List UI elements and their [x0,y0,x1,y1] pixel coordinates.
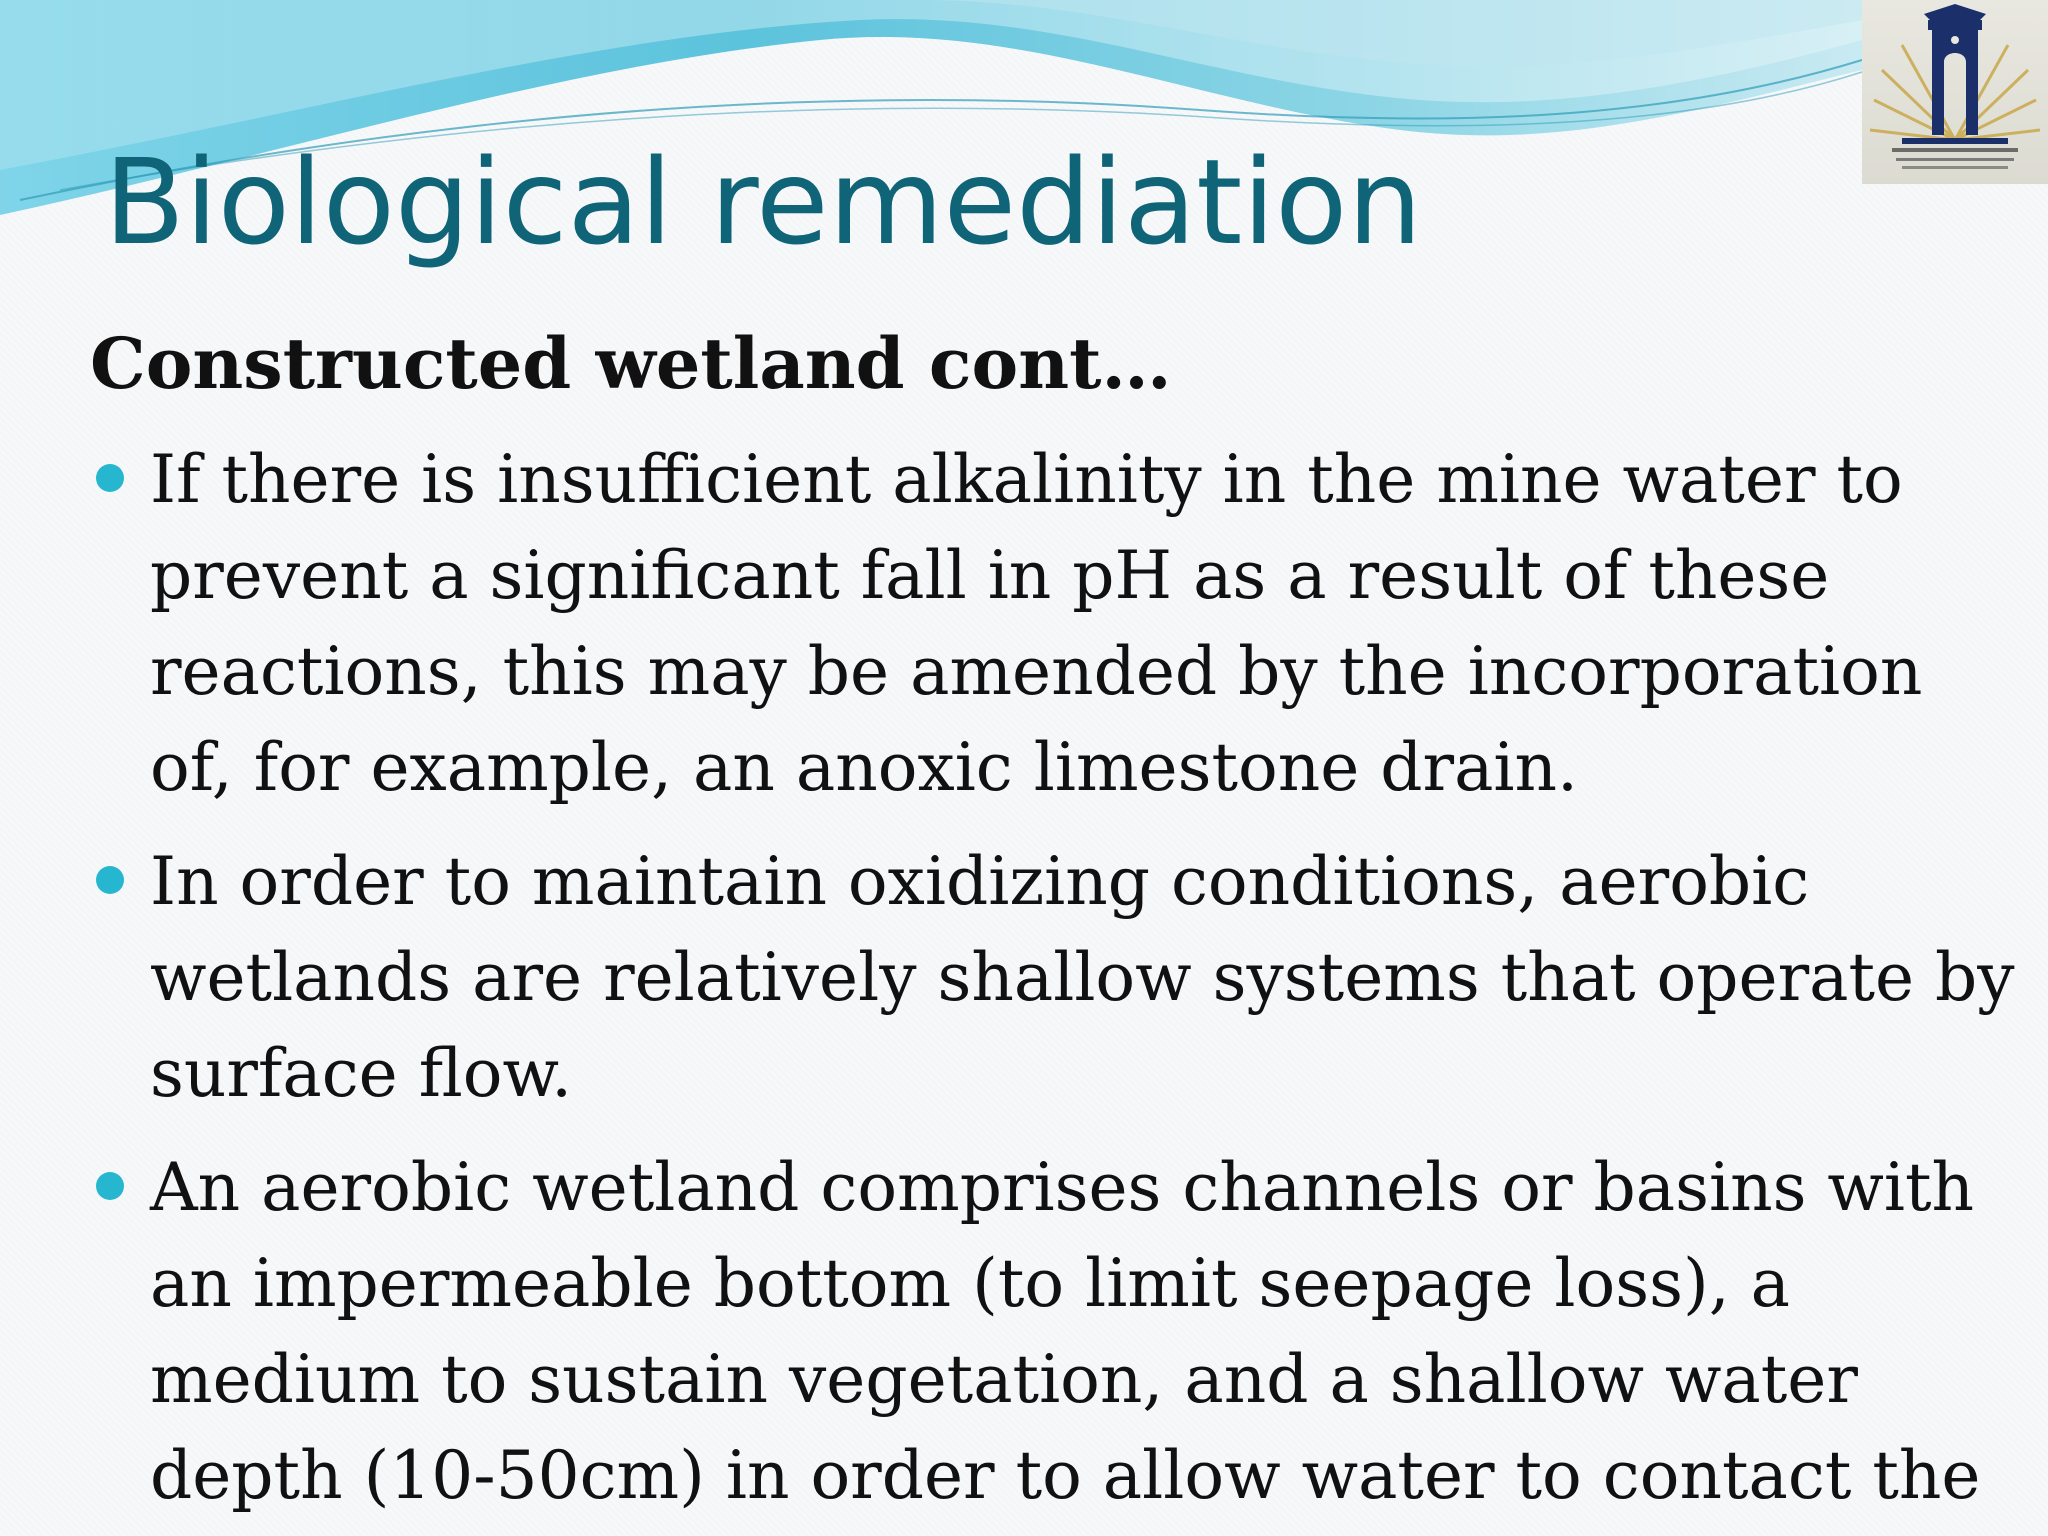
bullet-text: An aerobic wetland comprises channels or basins with an impermeable bottom (to limit seepage loss), a medium to sustain vegetation, and a shallow water depth (10-50cm) in order to allow water to contact the [150,1149,1981,1514]
bullet-text: In order to maintain oxidizing conditions, aerobic wetlands are relatively shallow systems that operate by surface flow. [150,843,2015,1112]
institution-logo [1862,0,2048,184]
bullet-icon [96,866,124,894]
slide-subtitle: Constructed wetland cont… [90,322,1172,405]
bullet-text: If there is insufficient alkalinity in the mine water to prevent a significant fall in pH as a result of these reactions, this may be amended by the incorporation of, for example, an anoxic limestone drain. [150,441,1923,806]
institution-emblem-icon [1862,0,2048,184]
bullet-icon [96,1172,124,1200]
slide-title: Biological remediation [104,133,1423,271]
bullet-icon [96,464,124,492]
